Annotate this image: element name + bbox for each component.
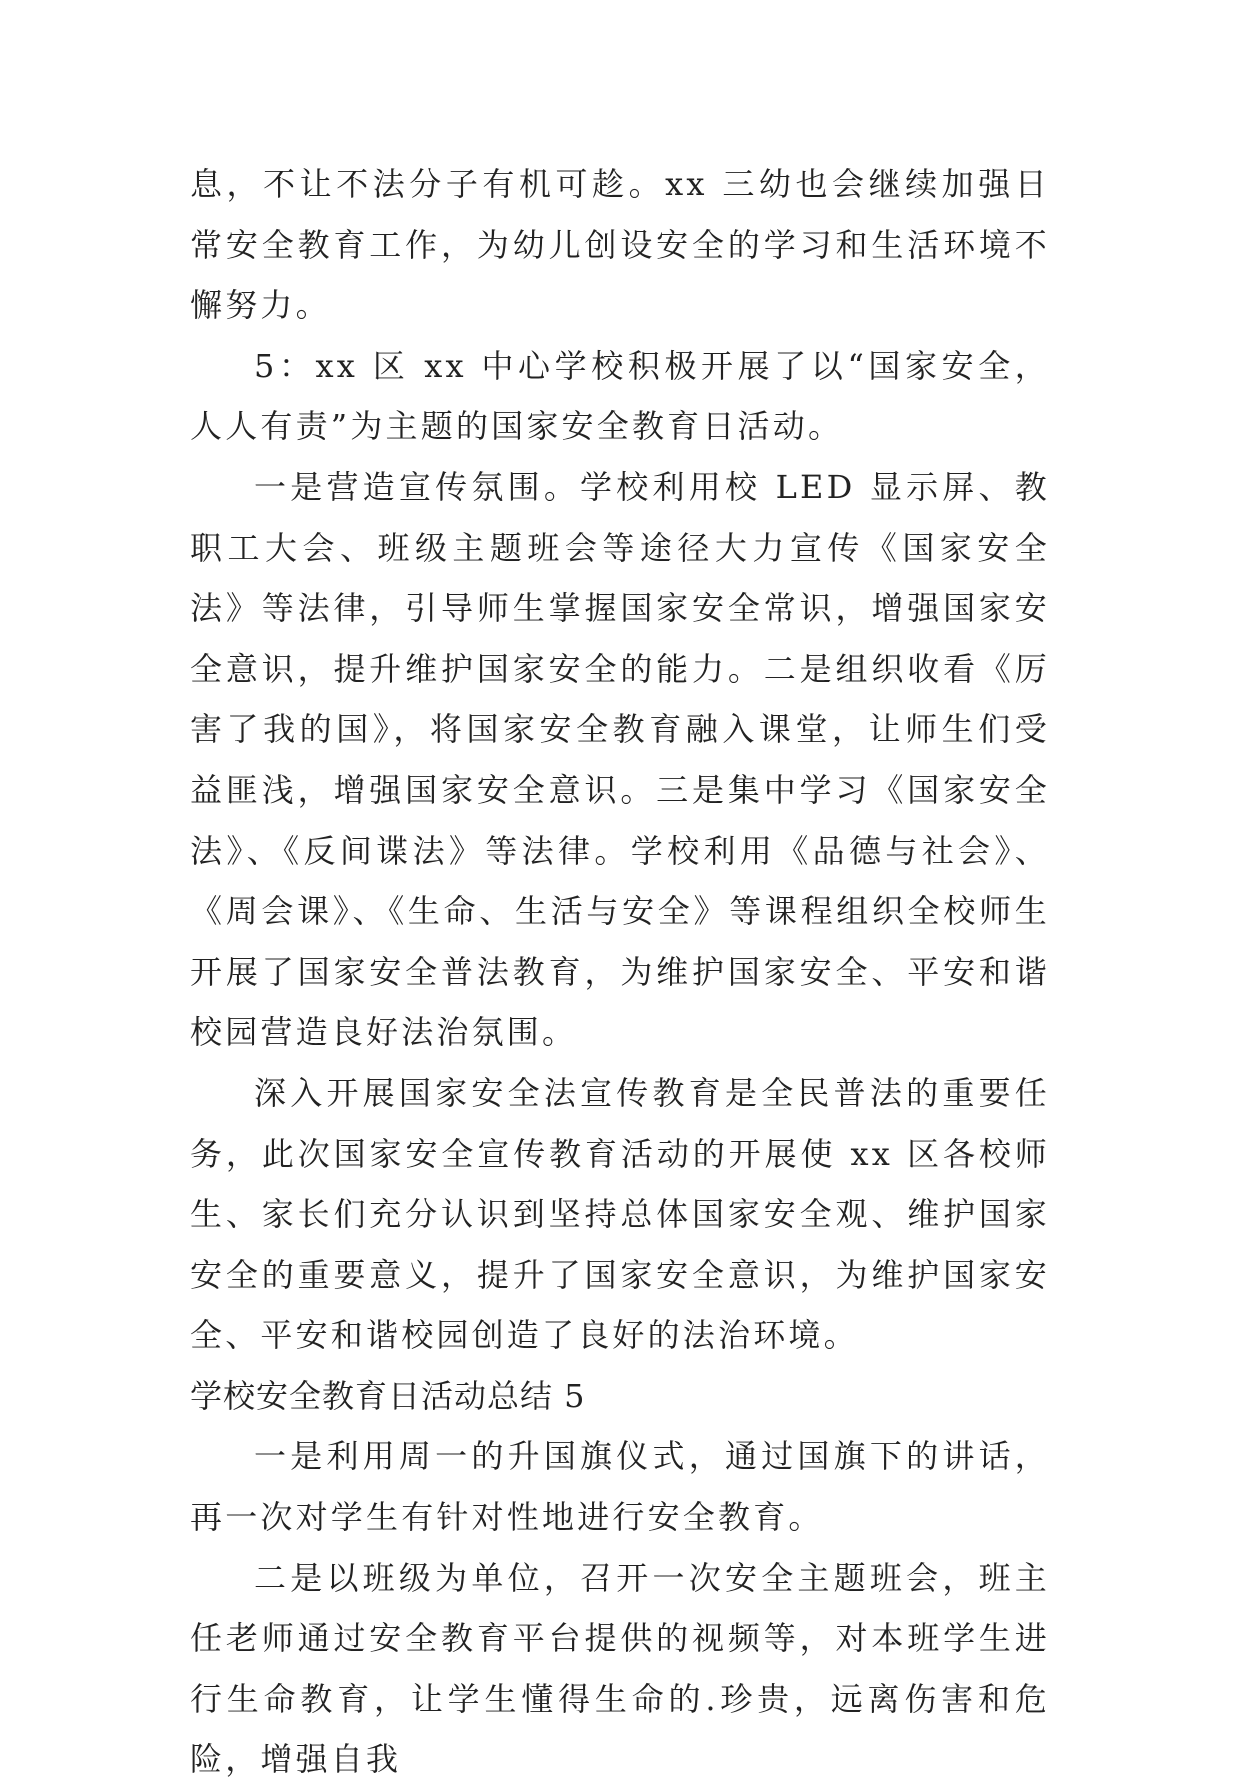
document-body (190, 154, 1050, 1790)
section-paragraph-1: 一是利用周一的升国旗仪式，通过国旗下的讲话，再一次对学生有针对性地进行安全教育。 (190, 1437, 1050, 1537)
paragraph-continuation: 息，不让不法分子有机可趁。xx 三幼也会继续加强日常安全教育工作，为幼儿创设安全的学习和生活环境不懈努力。 (190, 165, 1050, 325)
section-paragraph-2: 二是以班级为单位，召开一次安全主题班会，班主任老师通过安全教育平台提供的视频等，对本班学生进行生命教育，让学生懂得生命的.珍贵，远离伤害和危险，增强自我 (190, 1558, 1050, 1779)
paragraph-activities: 一是营造宣传氛围。学校利用校 LED 显示屏、教职工大会、班级主题班会等途径大力宣传《国家安全法》等法律，引导师生掌握国家安全常识，增强国家安全意识，提升维护国家安全的能力。二是组织收看《厉害了我的国》，将国家安全教育融入课堂，让师生们受益匪浅，增强国家安全意识。三是集中学习《国家安全法》、《反间谍法》等法律。学校利用《品德与社会》、《周会课》、《生命、生活与安全》等课程组织全校师生开展了国家安全普法教育，为维护国家安全、平安和谐校园营造良好法治氛围。 (190, 467, 1050, 1052)
section-heading: 学校安全教育日活动总结 5 (190, 1376, 586, 1415)
paragraph-conclusion: 深入开展国家安全法宣传教育是全民普法的重要任务，此次国家安全宣传教育活动的开展使 xx 区各校师生、家长们充分认识到坚持总体国家安全观、维护国家安全的重要意义，提升了国家安全意识，为维护国家安全、平安和谐校园创造了良好的法治环境。 (190, 1073, 1050, 1355)
paragraph-item-5: 5：xx 区 xx 中心学校积极开展了以“国家安全，人人有责”为主题的国家安全教育日活动。 (190, 346, 1050, 446)
